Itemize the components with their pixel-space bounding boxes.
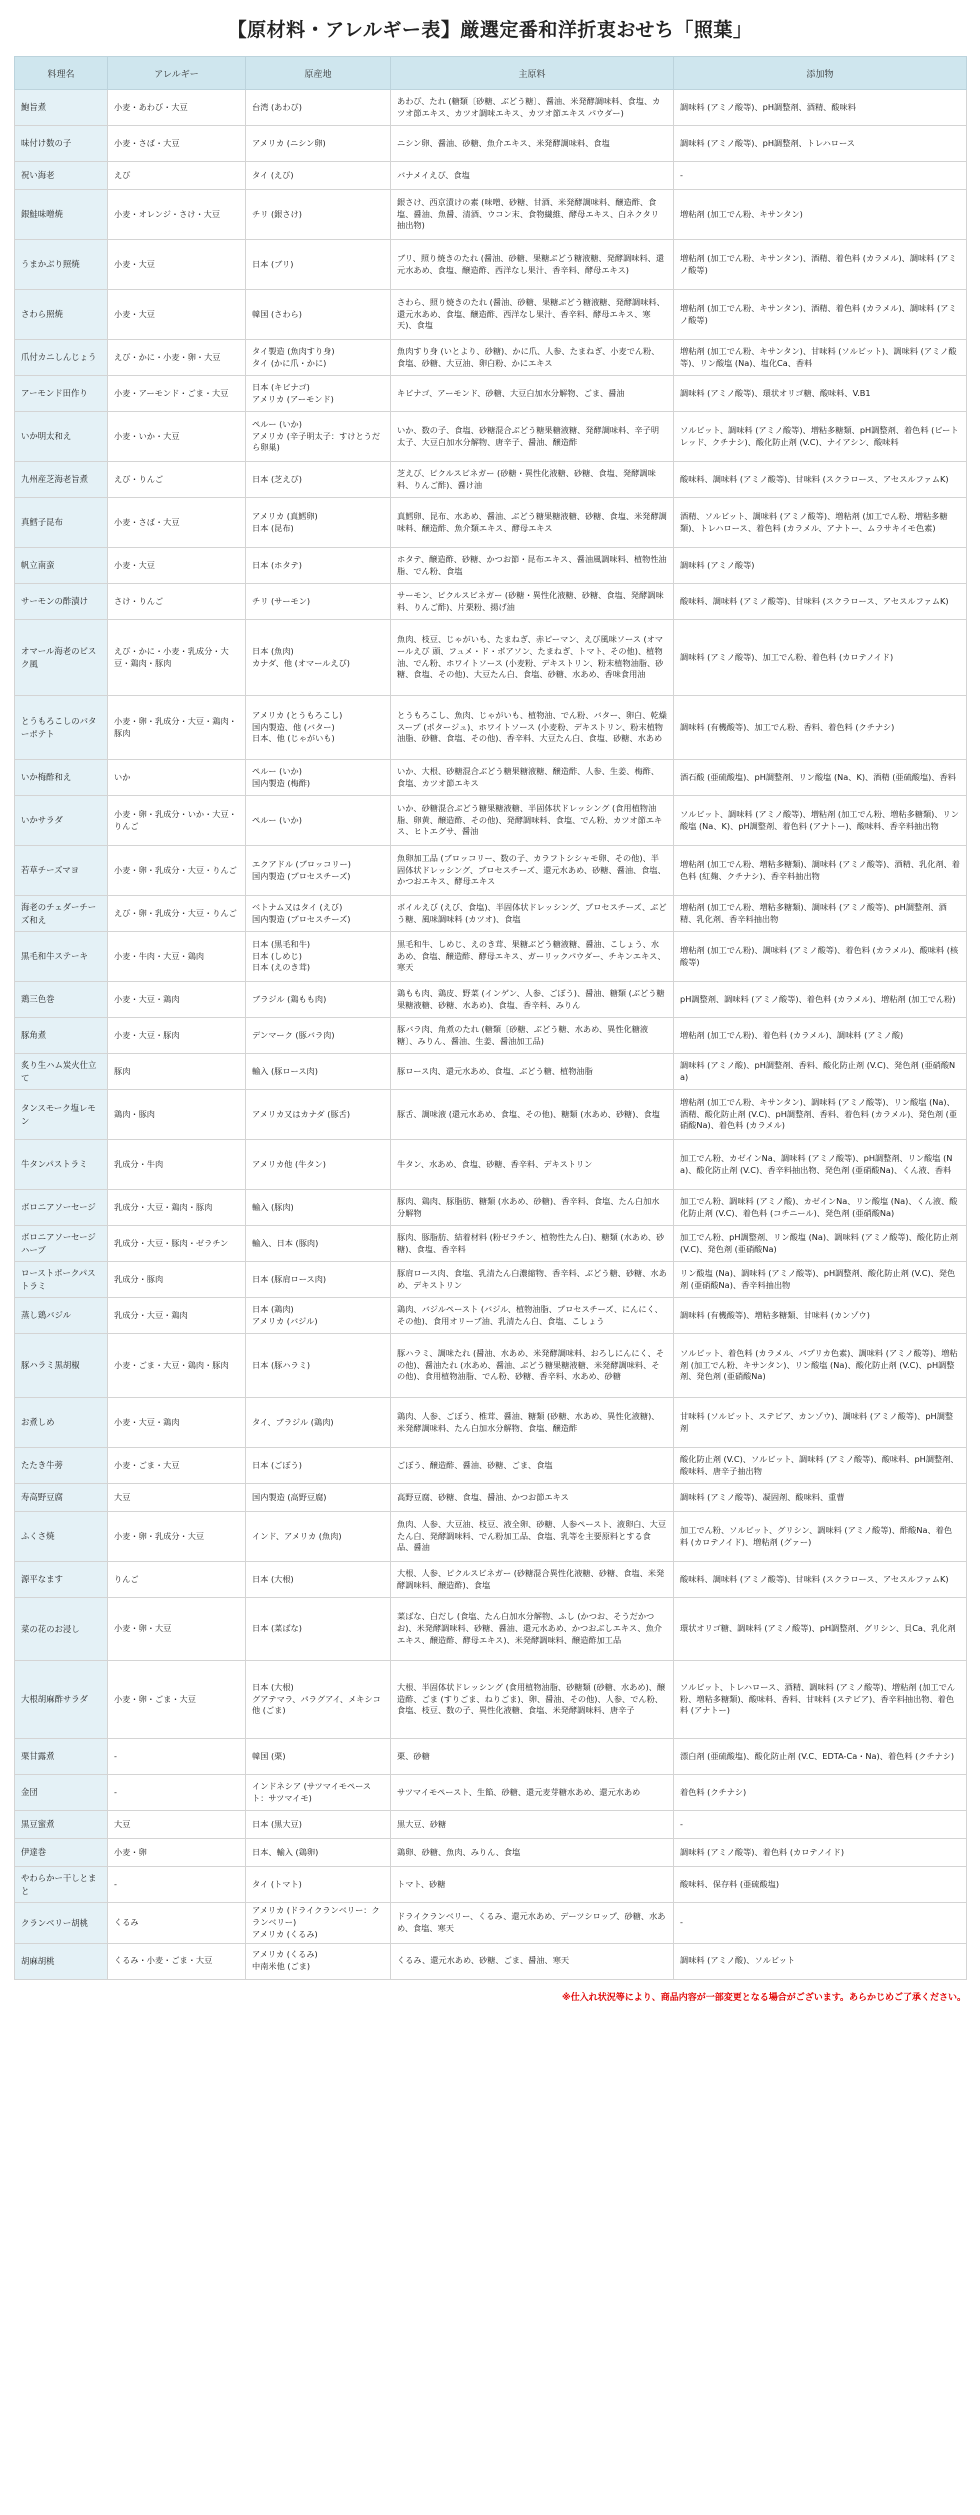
main-ingredients-cell: 魚肉、人参、大豆油、枝豆、液全卵、砂糖、人参ペースト、液卵白、大豆たん白、発酵調味料、でん粉加工品、食塩、乳等を主要原料とする食品、醤油 [391,1512,674,1562]
additives-cell: 増粘剤 (加工でん粉、キサンタン) [674,190,967,240]
main-ingredients-cell: 栗、砂糖 [391,1739,674,1775]
main-ingredients-cell: 黒毛和牛、しめじ、えのき茸、果糖ぶどう糖液糖、醤油、こしょう、水あめ、食塩、醸造酢、酵母エキス、ガーリックパウダー、チキンエキス、寒天 [391,932,674,982]
additives-cell: 酸味料、保存料 (亜硫酸塩) [674,1867,967,1903]
origin-cell: 日本 (魚肉) カナダ、他 (オマールえび) [246,620,391,696]
dish-name-cell: 鶏三色巻 [15,982,108,1018]
main-ingredients-cell: 銀さけ、西京漬けの素 (味噌、砂糖、甘酒、米発酵調味料、醸造酢、食塩、醤油、魚醤、清酒、ウコン末、食物繊維、酵母エキス、白ネクタリ抽出物) [391,190,674,240]
dish-name-cell: 蒸し鶏バジル [15,1298,108,1334]
additives-cell: 調味料 (アミノ酸等)、pH調整剤、酒精、酸味料 [674,90,967,126]
table-row [15,1598,967,1661]
allergy-cell: 鶏肉・豚肉 [108,1090,246,1140]
main-ingredients-cell: 豚肩ロース肉、食塩、乳清たん白濃縮物、香辛料、ぶどう糖、砂糖、水あめ、デキストリン [391,1262,674,1298]
table-row [15,1226,967,1262]
table-row [15,126,967,162]
dish-name-cell: 真鱈子昆布 [15,498,108,548]
header-origin: 原産地 [246,57,391,90]
table-row [15,1943,967,1979]
page-title: 【原材料・アレルギー表】厳選定番和洋折衷おせち「照葉」 [227,19,753,41]
additives-cell: 酸味料、調味料 (アミノ酸等)、甘味料 (スクラロース、アセスルファムK) [674,462,967,498]
main-ingredients-cell: 牛タン、水あめ、食塩、砂糖、香辛料、デキストリン [391,1140,674,1190]
additives-cell: 加工でん粉、pH調整剤、リン酸塩 (Na)、調味料 (アミノ酸等)、酸化防止剤 (V.C)、発色剤 (亜硝酸Na) [674,1226,967,1262]
main-ingredients-cell: ボイルえび (えび、食塩)、半固体状ドレッシング、プロセスチーズ、ぶどう糖、風味調味料 (カツオ)、食塩 [391,896,674,932]
allergy-cell: いか [108,760,246,796]
origin-cell: 輸入 (豚肉) [246,1190,391,1226]
origin-cell: タイ (トマト) [246,1867,391,1903]
header-allergy: アレルギー [108,57,246,90]
table-row [15,162,967,190]
main-ingredients-cell: 鶏もも肉、鶏皮、野菜 (インゲン、人参、ごぼう)、醤油、糖類 (ぶどう糖果糖液糖、砂糖、水あめ)、食塩、香辛料、みりん [391,982,674,1018]
allergy-table [14,56,967,1980]
dish-name-cell: 帆立南蛮 [15,548,108,584]
allergy-cell: 小麦・大豆・鶏肉 [108,982,246,1018]
main-ingredients-cell: 豚肉、鶏肉、豚脂肪、糖類 (水あめ、砂糖)、香辛料、食塩、たん白加水分解物 [391,1190,674,1226]
additives-cell: 酒精、ソルビット、調味料 (アミノ酸等)、増粘剤 (加工でん粉、増粘多糖類)、トレハロース、着色料 (カラメル、アナトー、ムラサキイモ色素) [674,498,967,548]
dish-name-cell: いかサラダ [15,796,108,846]
main-ingredients-cell: 大根、半固体状ドレッシング (食用植物油脂、砂糖類 (砂糖、水あめ)、醸造酢、ごま (すりごま、ねりごま)、卵、醤油、その他)、人参、でん粉、食塩、枝豆、数の子、異性化液糖、食塩、米発酵調味料、唐辛子 [391,1661,674,1739]
origin-cell: タイ製造 (魚肉すり身) タイ (かに爪・かに) [246,340,391,376]
header-additives: 添加物 [674,57,967,90]
allergy-cell: 小麦・卵・乳成分・いか・大豆・りんご [108,796,246,846]
main-ingredients-cell: ドライクランベリー、くるみ、還元水あめ、デーツシロップ、砂糖、水あめ、食塩、寒天 [391,1903,674,1944]
origin-cell: ベトナム又はタイ (えび) 国内製造 (プロセスチーズ) [246,896,391,932]
allergy-cell: 小麦・さば・大豆 [108,498,246,548]
dish-name-cell: 海老のチェダーチーズ和え [15,896,108,932]
dish-name-cell: ボロニアソーセージ [15,1190,108,1226]
origin-cell: 輸入、日本 (豚肉) [246,1226,391,1262]
table-row [15,1140,967,1190]
origin-cell: アメリカ (ドライクランベリー：クランベリー) アメリカ (くるみ) [246,1903,391,1944]
origin-cell: 台湾 (あわび) [246,90,391,126]
allergy-cell: 小麦・牛肉・大豆・鶏肉 [108,932,246,982]
dish-name-cell: ふくさ焼 [15,1512,108,1562]
main-ingredients-cell: 魚肉、枝豆、じゃがいも、たまねぎ、赤ピーマン、えび風味ソース (オマールえび 頭、フュメ・ド・ポアソン、たまねぎ、トマト、その他)、植物油、でん粉、ホワイトソース (小麦粉、デキストリン、粉末植物油脂、砂糖、食塩、その他)、大豆たん白、食塩、砂糖、水あめ、香味食用油 [391,620,674,696]
dish-name-cell: 栗甘露煮 [15,1739,108,1775]
dish-name-cell: 豚ハラミ黒胡椒 [15,1334,108,1398]
allergy-cell: 小麦・卵・乳成分・大豆 [108,1512,246,1562]
main-ingredients-cell: ごぼう、醸造酢、醤油、砂糖、ごま、食塩 [391,1448,674,1484]
dish-name-cell: オマール海老のビスク風 [15,620,108,696]
table-row [15,760,967,796]
main-ingredients-cell: サツマイモペースト、生餡、砂糖、還元麦芽糖水あめ、還元水あめ [391,1775,674,1811]
allergy-cell: 乳成分・大豆・鶏肉 [108,1298,246,1334]
main-ingredients-cell: とうもろこし、魚肉、じゃがいも、植物油、でん粉、バター、卵白、乾燥スープ (ポタージュ)、ホワイトソース (小麦粉、デキストリン、粉末植物油脂、砂糖、食塩、その他)、香辛料、大豆たん白、食塩、砂糖、水あめ [391,696,674,760]
allergy-cell: えび・かに・小麦・乳成分・大豆・鶏肉・豚肉 [108,620,246,696]
main-ingredients-cell: 真鱈卵、昆布、水あめ、醤油、ぶどう糖果糖液糖、砂糖、食塩、米発酵調味料、醸造酢、魚介類エキス、酵母エキス [391,498,674,548]
main-ingredients-cell: バナメイえび、食塩 [391,162,674,190]
origin-cell: ペルー (いか) [246,796,391,846]
allergy-cell: 小麦・大豆 [108,548,246,584]
table-row [15,412,967,462]
header-main-ingredients: 主原料 [391,57,674,90]
additives-cell: リン酸塩 (Na)、調味料 (アミノ酸等)、pH調整剤、酸化防止剤 (V.C)、発色剤 (亜硝酸Na)、香辛料抽出物 [674,1262,967,1298]
origin-cell: チリ (銀さけ) [246,190,391,240]
origin-cell: アメリカ (とうもろこし) 国内製造、他 (バター) 日本、他 (じゃがいも) [246,696,391,760]
origin-cell: 日本 (大根) [246,1562,391,1598]
main-ingredients-cell: 鶏肉、バジルペースト (バジル、植物油脂、プロセスチーズ、にんにく、その他)、食用オリーブ油、乳清たん白、食塩、こしょう [391,1298,674,1334]
origin-cell: 韓国 (さわら) [246,290,391,340]
dish-name-cell: クランベリー胡桃 [15,1903,108,1944]
origin-cell: 日本 (鶏肉) アメリカ (バジル) [246,1298,391,1334]
table-body [15,90,967,1980]
dish-name-cell: たたき牛蒡 [15,1448,108,1484]
dish-name-cell: ローストポークパストラミ [15,1262,108,1298]
table-row [15,1334,967,1398]
origin-cell: 日本 (豚肩ロース肉) [246,1262,391,1298]
table-row [15,584,967,620]
allergy-cell: 小麦・卵・乳成分・大豆・りんご [108,846,246,896]
main-ingredients-cell: 魚肉すり身 (いとより、砂糖)、かに爪、人参、たまねぎ、小麦でん粉、食塩、砂糖、大豆油、卵白粉、かにエキス [391,340,674,376]
dish-name-cell: さわら照焼 [15,290,108,340]
table-row [15,1661,967,1739]
main-ingredients-cell: 黒大豆、砂糖 [391,1811,674,1839]
table-row [15,240,967,290]
origin-cell: 日本 (芝えび) [246,462,391,498]
table-row [15,1811,967,1839]
main-ingredients-cell: 鶏肉、人参、ごぼう、椎茸、醤油、糖類 (砂糖、水あめ、異性化液糖)、米発酵調味料、たん白加水分解物、食塩、醸造酢 [391,1398,674,1448]
dish-name-cell: ボロニアソーセージハーブ [15,1226,108,1262]
additives-cell: 増粘剤 (加工でん粉、キサンタン)、酒精、着色料 (カラメル)、調味料 (アミノ酸等) [674,290,967,340]
additives-cell: 加工でん粉、カゼインNa、調味料 (アミノ酸等)、pH調整剤、リン酸塩 (Na)、酸化防止剤 (V.C)、香辛料抽出物、発色剤 (亜硝酸Na)、くん液、香料 [674,1140,967,1190]
table-row [15,896,967,932]
dish-name-cell: お煮しめ [15,1398,108,1448]
additives-cell: ソルビット、トレハロース、酒精、調味料 (アミノ酸等)、増粘剤 (加工でん粉、増粘多糖類)、酸味料、香料、甘味料 (ステビア)、香辛料抽出物、着色料 (アナトー) [674,1661,967,1739]
additives-cell: 増粘剤 (加工でん粉、キサンタン)、調味料 (アミノ酸等)、リン酸塩 (Na)、酒精、酸化防止剤 (V.C)、pH調整剤、香料、着色料 (カラメル)、発色剤 (亜硝酸Na)、着色料 (カラメル) [674,1090,967,1140]
main-ingredients-cell: キビナゴ、アーモンド、砂糖、大豆白加水分解物、ごま、醤油 [391,376,674,412]
table-row [15,982,967,1018]
dish-name-cell: 爪付カニしんじょう [15,340,108,376]
origin-cell: 日本 (ごぼう) [246,1448,391,1484]
dish-name-cell: とうもろこしのバターポテト [15,696,108,760]
dish-name-cell: 金団 [15,1775,108,1811]
origin-cell: チリ (サーモン) [246,584,391,620]
table-row [15,1262,967,1298]
table-row [15,1562,967,1598]
table-row [15,376,967,412]
origin-cell: 日本 (豚ハラミ) [246,1334,391,1398]
additives-cell: 増粘剤 (加工でん粉、キサンタン)、酒精、着色料 (カラメル)、調味料 (アミノ酸等) [674,240,967,290]
origin-cell: タイ、ブラジル (鶏肉) [246,1398,391,1448]
origin-cell: 日本 (大根) グアテマラ、パラグアイ、メキシコ他 (ごま) [246,1661,391,1739]
main-ingredients-cell: くるみ、還元水あめ、砂糖、ごま、醤油、寒天 [391,1943,674,1979]
allergy-cell: 小麦・ごま・大豆・鶏肉・豚肉 [108,1334,246,1398]
table-row [15,846,967,896]
dish-name-cell: 伊達巻 [15,1839,108,1867]
table-row [15,1903,967,1944]
table-row [15,620,967,696]
table-row [15,1484,967,1512]
additives-cell: ソルビット、調味料 (アミノ酸等)、増粘多糖類、pH調整剤、着色料 (ビートレッド、クチナシ)、酸化防止剤 (V.C)、ナイアシン、酸味料 [674,412,967,462]
table-row [15,796,967,846]
origin-cell: ペルー (いか) 国内製造 (梅酢) [246,760,391,796]
table-row [15,1090,967,1140]
additives-cell: 甘味料 (ソルビット、ステビア、カンゾウ)、調味料 (アミノ酸等)、pH調整剤 [674,1398,967,1448]
allergy-cell: くるみ・小麦・ごま・大豆 [108,1943,246,1979]
dish-name-cell: 黒毛和牛ステーキ [15,932,108,982]
origin-cell: アメリカ (ニシン卵) [246,126,391,162]
additives-cell: 増粘剤 (加工でん粉)、着色料 (カラメル)、調味料 (アミノ酸) [674,1018,967,1054]
additives-cell: - [674,1811,967,1839]
table-row [15,340,967,376]
dish-name-cell: 豚角煮 [15,1018,108,1054]
allergy-cell: 小麦・大豆 [108,240,246,290]
allergy-cell: えび・かに・小麦・卵・大豆 [108,340,246,376]
origin-cell: アメリカ他 (牛タン) [246,1140,391,1190]
origin-cell: エクアドル (ブロッコリー) 国内製造 (プロセスチーズ) [246,846,391,896]
main-ingredients-cell: さわら、照り焼きのたれ (醤油、砂糖、果糖ぶどう糖液糖、発酵調味料、還元水あめ、食塩、醸造酢、西洋なし果汁、香辛料、酵母エキス、寒天)、食塩 [391,290,674,340]
origin-cell: 日本 (ホタテ) [246,548,391,584]
table-row [15,1018,967,1054]
allergy-cell: 乳成分・大豆・鶏肉・豚肉 [108,1190,246,1226]
allergy-cell: 小麦・卵・ごま・大豆 [108,1661,246,1739]
dish-name-cell: 祝い海老 [15,162,108,190]
additives-cell: 加工でん粉、ソルビット、グリシン、調味料 (アミノ酸等)、酢酸Na、着色料 (カロテノイド)、増粘剤 (グァー) [674,1512,967,1562]
origin-cell: アメリカ (真鱈卵) 日本 (昆布) [246,498,391,548]
main-ingredients-cell: あわび、たれ (糖類〔砂糖、ぶどう糖〕、醤油、米発酵調味料、食塩、カツオ節エキス、カツオ調味エキス、カツオ節エキス パウダー) [391,90,674,126]
table-row [15,462,967,498]
dish-name-cell: いか梅酢和え [15,760,108,796]
allergy-cell: えび・卵・乳成分・大豆・りんご [108,896,246,932]
origin-cell: インド、アメリカ (魚肉) [246,1512,391,1562]
allergy-cell: 小麦・卵・乳成分・大豆・鶏肉・豚肉 [108,696,246,760]
additives-cell: 酒石酸 (亜硫酸塩)、pH調整剤、リン酸塩 (Na、K)、酒精 (亜硫酸塩)、香料 [674,760,967,796]
origin-cell: インドネシア (サツマイモペースト：サツマイモ) [246,1775,391,1811]
main-ingredients-cell: ニシン卵、醤油、砂糖、魚介エキス、米発酵調味料、食塩 [391,126,674,162]
allergy-cell: 小麦・卵 [108,1839,246,1867]
origin-cell: ペルー (いか) アメリカ (辛子明太子：すけとうだら卵巣) [246,412,391,462]
additives-cell: ソルビット、着色料 (カラメル、パプリカ色素)、調味料 (アミノ酸等)、増粘剤 (加工でん粉、キサンタン)、リン酸塩 (Na)、酸化防止剤 (V.C)、pH調整剤、発色剤 (亜硝酸Na) [674,1334,967,1398]
dish-name-cell: 炙り生ハム炭火仕立て [15,1054,108,1090]
origin-cell: 日本 (菜ばな) [246,1598,391,1661]
allergy-cell: 小麦・大豆 [108,290,246,340]
header-dish-name: 料理名 [15,57,108,90]
allergy-cell: 小麦・大豆・鶏肉 [108,1398,246,1448]
table-row [15,1867,967,1903]
table-row [15,498,967,548]
additives-cell: 着色料 (クチナシ) [674,1775,967,1811]
table-row [15,1054,967,1090]
main-ingredients-cell: 豚ハラミ、調味たれ (醤油、水あめ、米発酵調味料、おろしにんにく、その他)、醤油たれ (水あめ、醤油、ぶどう糖果糖液糖、米発酵調味料、その他)、食用植物油脂、でん粉、砂糖、香辛料、水あめ、砂糖 [391,1334,674,1398]
origin-cell: 韓国 (栗) [246,1739,391,1775]
allergy-cell: くるみ [108,1903,246,1944]
table-row [15,1839,967,1867]
table-row [15,1739,967,1775]
main-ingredients-cell: 豚肉、豚脂肪、結着材料 (粉ゼラチン、植物性たん白)、糖類 (水あめ、砂糖)、食塩、香辛料 [391,1226,674,1262]
main-ingredients-cell: いか、数の子、食塩、砂糖混合ぶどう糖果糖液糖、発酵調味料、辛子明太子、大豆白加水分解物、唐辛子、醤油、醸造酢 [391,412,674,462]
allergy-cell: えび [108,162,246,190]
dish-name-cell: いか明太和え [15,412,108,462]
main-ingredients-cell: 菜ばな、白だし (食塩、たん白加水分解物、ふし (かつお、そうだかつお)、米発酵調味料、砂糖、醤油、還元水あめ、かつおぶしエキス、魚介エキス、醸造酢、酵母エキス)、米発酵調味料、醸造酢加工品 [391,1598,674,1661]
additives-cell: 加工でん粉、調味料 (アミノ酸)、カゼインNa、リン酸塩 (Na)、くん液、酸化防止剤 (V.C)、着色料 (コチニール)、発色剤 (亜硝酸Na) [674,1190,967,1226]
additives-cell: 調味料 (アミノ酸)、ソルビット [674,1943,967,1979]
origin-cell: アメリカ又はカナダ (豚舌) [246,1090,391,1140]
main-ingredients-cell: 魚卵加工品 (ブロッコリー、数の子、カラフトシシャモ卵、その他)、半固体状ドレッシング、プロセスチーズ、還元水あめ、砂糖、醤油、食塩、かつおエキス、酵母エキス [391,846,674,896]
allergy-cell: さけ・りんご [108,584,246,620]
origin-cell: 日本、輸入 (鶏卵) [246,1839,391,1867]
dish-name-cell: 味付け数の子 [15,126,108,162]
main-ingredients-cell: 芝えび、ピクルスビネガー (砂糖・異性化液糖、砂糖、食塩、発酵調味料、りんご酢)、醤け油 [391,462,674,498]
table-row [15,696,967,760]
main-ingredients-cell: 豚ロース肉、還元水あめ、食塩、ぶどう糖、植物油脂 [391,1054,674,1090]
allergy-cell: - [108,1775,246,1811]
additives-cell: 酸化防止剤 (V.C)、ソルビット、調味料 (アミノ酸等)、酸味料、pH調整剤、酸味料、唐辛子抽出物 [674,1448,967,1484]
additives-cell: 酸味料、調味料 (アミノ酸等)、甘味料 (スクラロース、アセスルファムK) [674,584,967,620]
dish-name-cell: サーモンの酢漬け [15,584,108,620]
allergy-cell: 乳成分・大豆・豚肉・ゼラチン [108,1226,246,1262]
additives-cell: 調味料 (アミノ酸等)、加工でん粉、着色料 (カロテノイド) [674,620,967,696]
additives-cell: pH調整剤、調味料 (アミノ酸等)、着色料 (カラメル)、増粘剤 (加工でん粉) [674,982,967,1018]
allergy-cell: 小麦・卵・大豆 [108,1598,246,1661]
additives-cell: 調味料 (アミノ酸等)、着色料 (カロテノイド) [674,1839,967,1867]
table-row [15,548,967,584]
allergy-cell: 大豆 [108,1484,246,1512]
table-row [15,1190,967,1226]
allergy-cell: 大豆 [108,1811,246,1839]
dish-name-cell: やわらかー干しとまと [15,1867,108,1903]
dish-name-cell: 若草チーズマヨ [15,846,108,896]
main-ingredients-cell: 豚舌、調味液 (還元水あめ、食塩、その他)、糖類 (水あめ、砂糖)、食塩 [391,1090,674,1140]
additives-cell: 酸味料、調味料 (アミノ酸等)、甘味料 (スクラロース、アセスルファムK) [674,1562,967,1598]
additives-cell: 増粘剤 (加工でん粉、キサンタン)、甘味料 (ソルビット)、調味料 (アミノ酸等)、リン酸塩 (Na)、塩化Ca、香料 [674,340,967,376]
allergy-cell: りんご [108,1562,246,1598]
main-ingredients-cell: 鶏卵、砂糖、魚肉、みりん、食塩 [391,1839,674,1867]
main-ingredients-cell: いか、砂糖混合ぶどう糖果糖液糖、半固体状ドレッシング (食用植物油脂、卵黄、醸造酢、その他)、発酵調味料、食塩、でん粉、カツオ節エキス、ヒトエグサ、醤油 [391,796,674,846]
allergy-cell: えび・りんご [108,462,246,498]
origin-cell: 日本 (キビナゴ) アメリカ (アーモンド) [246,376,391,412]
additives-cell: 漂白剤 (亜硫酸塩)、酸化防止剤 (V.C、EDTA-Ca・Na)、着色料 (クチナシ) [674,1739,967,1775]
dish-name-cell: 胡麻胡桃 [15,1943,108,1979]
main-ingredients-cell: サーモン、ピクルスビネガー (砂糖・異性化液糖、砂糖、食塩、発酵調味料、りんご酢)、片栗粉、揚げ油 [391,584,674,620]
allergy-cell: 乳成分・豚肉 [108,1262,246,1298]
main-ingredients-cell: トマト、砂糖 [391,1867,674,1903]
additives-cell: 調味料 (アミノ酸等)、pH調整剤、トレハロース [674,126,967,162]
origin-cell: 日本 (ブリ) [246,240,391,290]
origin-cell: 輸入 (豚ロース肉) [246,1054,391,1090]
footer-note: ※仕入れ状況等により、商品内容が一部変更となる場合がございます。あらかじめご了承ください。 [561,1992,966,2003]
additives-cell: 調味料 (アミノ酸等) [674,548,967,584]
additives-cell: 調味料 (有機酸等)、加工でん粉、香料、着色料 (クチナシ) [674,696,967,760]
table-row [15,90,967,126]
origin-cell: 国内製造 (高野豆腐) [246,1484,391,1512]
allergy-cell: 小麦・いか・大豆 [108,412,246,462]
dish-name-cell: 鮑旨煮 [15,90,108,126]
allergy-cell: 小麦・大豆・豚肉 [108,1018,246,1054]
additives-cell: - [674,162,967,190]
origin-cell: アメリカ (くるみ) 中南米他 (ごま) [246,1943,391,1979]
allergy-cell: 小麦・ごま・大豆 [108,1448,246,1484]
origin-cell: タイ (えび) [246,162,391,190]
allergy-cell: 小麦・あわび・大豆 [108,90,246,126]
dish-name-cell: 源平なます [15,1562,108,1598]
table-row [15,1298,967,1334]
table-row [15,290,967,340]
allergy-cell: 小麦・アーモンド・ごま・大豆 [108,376,246,412]
allergy-cell: 小麦・オレンジ・さけ・大豆 [108,190,246,240]
additives-cell: 増粘剤 (加工でん粉、増粘多糖類)、調味料 (アミノ酸等)、酒精、乳化剤、着色料 (紅麹、クチナシ)、香辛料抽出物 [674,846,967,896]
additives-cell: 調味料 (アミノ酸等)、凝固剤、酸味料、重曹 [674,1484,967,1512]
dish-name-cell: 寿高野豆腐 [15,1484,108,1512]
main-ingredients-cell: 大根、人参、ピクルスビネガー (砂糖混合異性化液糖、砂糖、食塩、米発酵調味料、醸造酢)、食塩 [391,1562,674,1598]
allergy-cell: - [108,1867,246,1903]
origin-cell: デンマーク (豚バラ肉) [246,1018,391,1054]
dish-name-cell: タンスモーク塩レモン [15,1090,108,1140]
dish-name-cell: アーモンド田作り [15,376,108,412]
table-row [15,1448,967,1484]
additives-cell: 調味料 (アミノ酸等)、環状オリゴ糖、酸味料、V.B1 [674,376,967,412]
additives-cell: 調味料 (アミノ酸)、pH調整剤、香料、酸化防止剤 (V.C)、発色剤 (亜硝酸Na) [674,1054,967,1090]
dish-name-cell: 菜の花のお浸し [15,1598,108,1661]
main-ingredients-cell: 高野豆腐、砂糖、食塩、醤油、かつお節エキス [391,1484,674,1512]
origin-cell: 日本 (黒大豆) [246,1811,391,1839]
main-ingredients-cell: いか、大根、砂糖混合ぶどう糖果糖液糖、醸造酢、人参、生姜、梅酢、食塩、カツオ節エキス [391,760,674,796]
dish-name-cell: 大根胡麻酢サラダ [15,1661,108,1739]
additives-cell: 環状オリゴ糖、調味料 (アミノ酸等)、pH調整剤、グリシン、貝Ca、乳化剤 [674,1598,967,1661]
main-ingredients-cell: 豚バラ肉、角煮のたれ (糖類〔砂糖、ぶどう糖、水あめ、異性化糖液糖〕、みりん、醤油、生姜、醤油加工品) [391,1018,674,1054]
additives-cell: ソルビット、調味料 (アミノ酸等)、増粘剤 (加工でん粉、増粘多糖類)、リン酸塩 (Na、K)、pH調整剤、着色料 (アナトー)、酸味料、香辛料抽出物 [674,796,967,846]
additives-cell: 増粘剤 (加工でん粉)、調味料 (アミノ酸等)、着色料 (カラメル)、酸味料 (核酸等) [674,932,967,982]
allergy-cell: - [108,1739,246,1775]
dish-name-cell: 九州産芝海老旨煮 [15,462,108,498]
allergy-cell: 豚肉 [108,1054,246,1090]
table-row [15,932,967,982]
table-row [15,1512,967,1562]
dish-name-cell: 銀鮭味噌焼 [15,190,108,240]
origin-cell: 日本 (黒毛和牛) 日本 (しめじ) 日本 (えのき茸) [246,932,391,982]
table-row [15,1398,967,1448]
allergy-cell: 乳成分・牛肉 [108,1140,246,1190]
dish-name-cell: 黒豆蜜煮 [15,1811,108,1839]
dish-name-cell: うまかぶり照焼 [15,240,108,290]
table-row [15,190,967,240]
additives-cell: 増粘剤 (加工でん粉、増粘多糖類)、調味料 (アミノ酸等)、pH調整剤、酒精、乳化剤、香辛料抽出物 [674,896,967,932]
allergy-cell: 小麦・さば・大豆 [108,126,246,162]
table-header-row [15,57,967,90]
main-ingredients-cell: ホタテ、醸造酢、砂糖、かつお節・昆布エキス、醤油風調味料、植物性油脂、でん粉、食塩 [391,548,674,584]
additives-cell: - [674,1903,967,1944]
origin-cell: ブラジル (鶏もも肉) [246,982,391,1018]
main-ingredients-cell: ブリ、照り焼きのたれ (醤油、砂糖、果糖ぶどう糖液糖、発酵調味料、還元水あめ、食塩、醸造酢、西洋なし果汁、香辛料、酵母エキス) [391,240,674,290]
dish-name-cell: 牛タンパストラミ [15,1140,108,1190]
table-row [15,1775,967,1811]
additives-cell: 調味料 (有機酸等)、増粘多糖類、甘味料 (カンゾウ) [674,1298,967,1334]
